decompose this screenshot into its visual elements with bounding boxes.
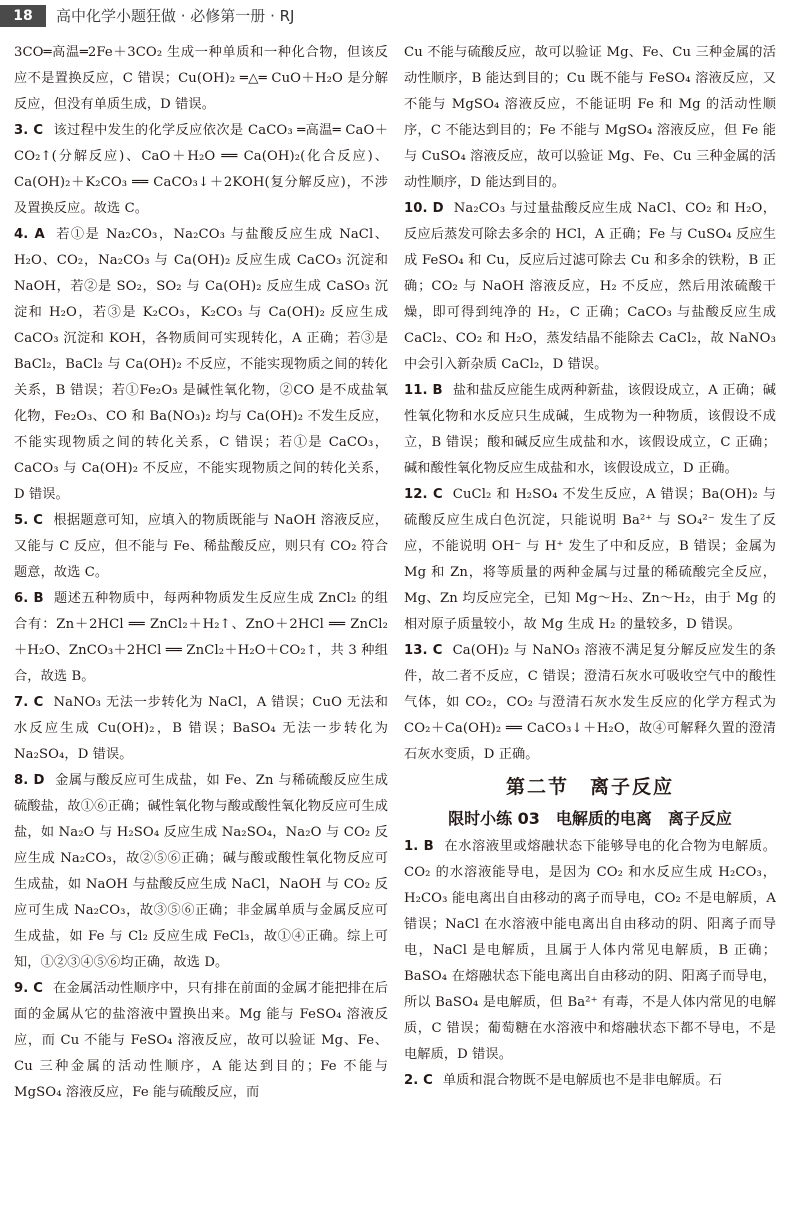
- answer-paragraph: [14, 690, 388, 768]
- answer-number: 5. C: [14, 513, 44, 528]
- section-title: 第二节 离子反应: [505, 776, 674, 798]
- answer-text: CuCl₂ 和 H₂SO₄ 不发生反应，A 错误；Ba(OH)₂ 与硫酸反应生成白色沉淀，只能说明 Ba²⁺ 与 SO₄²⁻ 发生了反应，不能说明 OH⁻ 与 H⁺ 发生了中和反应，B 错误；金属为 Mg 和 Zn，将等质量的两种金属与过量的稀硫酸完全反应，Mg、Zn 均反应完全，已知 Mg～H₂、Zn～H₂，由于 Mg 的相对原子质量较小，故 Mg 生成 H₂ 的量较多，D 错误。: [404, 487, 776, 632]
- answer-text: NaNO₃ 无法一步转化为 NaCl，A 错误；CuO 无法和水反应生成 Cu(OH)₂，B 错误；BaSO₄ 无法一步转化为 Na₂SO₄，D 错误。: [14, 695, 388, 762]
- subsection-title: 限时小练 03 电解质的电离 离子反应: [448, 809, 732, 828]
- answer-text: Cu 不能与硫酸反应，故可以验证 Mg、Fe、Cu 三种金属的活动性顺序，B 能达到目的；Cu 既不能与 FeSO₄ 溶液反应，又不能与 MgSO₄ 溶液反应，不能证明 Fe 和 Mg 的活动性顺序，C 不能达到目的；Fe 不能与 MgSO₄ 溶液反应，但 Fe 能与 CuSO₄ 溶液反应，故可以验证 Mg、Fe、Cu 三种金属的活动性顺序，D 能达到目的。: [404, 45, 776, 190]
- answer-paragraph: [14, 222, 388, 508]
- answer-paragraph: [14, 508, 388, 586]
- page-number: 18: [0, 5, 46, 27]
- answer-text: Ca(OH)₂ 与 NaNO₃ 溶液不满足复分解反应发生的条件，故二者不反应，C 错误；澄清石灰水可吸收空气中的酸性气体，如 CO₂，CO₂ 与澄清石灰水发生反应的化学方程式为 CO₂＋Ca(OH)₂ ══ CaCO₃↓＋H₂O，故④可解释久置的澄清石灰水变质，D 正确。: [404, 643, 776, 762]
- answer-paragraph: [14, 40, 388, 118]
- answer-paragraph: [14, 118, 388, 222]
- answer-text: 在金属活动性顺序中，只有排在前面的金属才能把排在后面的金属从它的盐溶液中置换出来。Mg 能与 FeSO₄ 溶液反应，而 Cu 不能与 FeSO₄ 溶液反应，故可以验证 Mg、Fe、Cu 三种金属的活动性顺序，A 能达到目的；Fe 不能与 MgSO₄ 溶液反应，Fe 能与硫酸反应，而: [14, 981, 388, 1100]
- answer-paragraph: [404, 482, 776, 638]
- answer-text: 根据题意可知，应填入的物质既能与 NaOH 溶液反应，又能与 C 反应，但不能与 Fe、稀盐酸反应，则只有 CO₂ 符合题意，故选 C。: [14, 513, 389, 580]
- answer-text: 在水溶液里或熔融状态下能够导电的化合物为电解质。CO₂ 的水溶液能导电，是因为 CO₂ 和水反应生成 H₂CO₃，H₂CO₃ 能电离出自由移动的离子而导电，CO₂ 不是电解质，A 错误；NaCl 在水溶液中能电离出自由移动的阴、阳离子而导电，NaCl 是电解质，且属于人体内常见电解质，B 正确；BaSO₄ 在熔融状态下能电离出自由移动的阴、阳离子而导电，所以 BaSO₄ 是电解质，但 Ba²⁺ 有毒，不是人体内常见的电解质，C 错误；葡萄糖在水溶液中和熔融状态下都不导电，不是电解质，D 错误。: [404, 839, 776, 1062]
- answer-text: 盐和盐反应能生成两种新盐，该假设成立，A 正确；碱性氧化物和水反应只生成碱，生成物为一种物质，该假设不成立，B 错误；酸和碱反应生成盐和水，该假设成立，C 正确；碱和酸性氧化物反应生成盐和水，该假设成立，D 正确。: [404, 383, 776, 476]
- left-column: [14, 40, 388, 1106]
- answer-text: 金属与酸反应可生成盐，如 Fe、Zn 与稀硫酸反应生成硫酸盐，故①⑥正确；碱性氧化物与酸或酸性氧化物反应可生成盐，如 Na₂O 与 H₂SO₄ 反应生成 Na₂SO₄，Na₂O 与 CO₂ 反应生成 Na₂CO₃，故②⑤⑥正确；碱与酸或酸性氧化物反应可生成盐，如 NaOH 与盐酸反应生成 NaCl，NaOH 与 CO₂ 反应可生成 Na₂CO₃，故③⑤⑥正确；非金属单质与金属反应可生成盐，如 Fe 与 Cl₂ 反应生成 FeCl₃，故①④正确。综上可知，①②③④⑤⑥均正确，故选 D。: [14, 773, 388, 970]
- answer-paragraph: [404, 40, 776, 196]
- answer-paragraph: [404, 1068, 776, 1094]
- answer-number: 6. B: [14, 591, 44, 606]
- page-header: [0, 0, 790, 30]
- answer-text: 题述五种物质中，每两种物质发生反应生成 ZnCl₂ 的组合有：Zn＋2HCl ══ ZnCl₂＋H₂↑、ZnO＋2HCl ══ ZnCl₂＋H₂O、ZnCO₃＋2HCl ══ ZnCl₂＋H₂O＋CO₂↑，共 3 种组合，故选 B。: [14, 591, 388, 684]
- answer-paragraph: [404, 638, 776, 768]
- answer-number: 4. A: [14, 227, 45, 242]
- answer-number: 11. B: [404, 383, 443, 398]
- right-column: [404, 40, 776, 1094]
- answer-paragraph: [404, 196, 776, 378]
- right-answers-part1: [404, 40, 776, 768]
- right-answers-part2: [404, 834, 776, 1094]
- answer-text: 单质和混合物既不是电解质也不是非电解质。石: [442, 1073, 722, 1088]
- answer-number: 7. C: [14, 695, 44, 710]
- answer-number: 10. D: [404, 201, 444, 216]
- answer-paragraph: [14, 768, 388, 976]
- answer-number: 1. B: [404, 839, 434, 854]
- answer-number: 3. C: [14, 123, 44, 138]
- answer-paragraph: [404, 378, 776, 482]
- answer-text: 3CO═高温═2Fe＋3CO₂ 生成一种单质和一种化合物，但该反应不是置换反应，C 错误；Cu(OH)₂ ═△═ CuO＋H₂O 是分解反应，但没有单质生成，D 错误。: [14, 45, 388, 112]
- answer-number: 13. C: [404, 643, 443, 658]
- answer-paragraph: [14, 976, 388, 1106]
- answer-text: 若①是 Na₂CO₃，Na₂CO₃ 与盐酸反应生成 NaCl、H₂O、CO₂，Na₂CO₃ 与 Ca(OH)₂ 反应生成 CaCO₃ 沉淀和 NaOH，若②是 SO₂，SO₂ 与 Ca(OH)₂ 反应生成 CaSO₃ 沉淀和 H₂O，若③是 K₂CO₃，K₂CO₃ 与 Ca(OH)₂ 反应生成 CaCO₃ 沉淀和 KOH，各物质间可实现转化，A 正确；若③是 BaCl₂，BaCl₂ 与 Ca(OH)₂ 不反应，不能实现物质之间的转化关系，B 错误；若①Fe₂O₃ 是碱性氧化物，②CO 是不成盐氧化物，Fe₂O₃、CO 和 Ba(NO₃)₂ 均与 Ca(OH)₂ 不发生反应，不能实现物质之间的转化关系，C 错误；若①是 CaCO₃，CaCO₃ 与 Ca(OH)₂ 不反应，不能实现物质之间的转化关系，D 错误。: [14, 227, 389, 502]
- book-title: 高中化学小题狂做 · 必修第一册 · RJ: [56, 7, 295, 25]
- answer-text: 该过程中发生的化学反应依次是 CaCO₃ ═高温═ CaO＋CO₂↑(分解反应)、CaO＋H₂O ══ Ca(OH)₂(化合反应)、Ca(OH)₂＋K₂CO₃ ══ CaCO₃↓＋2KOH(复分解反应)，不涉及置换反应。故选 C。: [14, 123, 389, 216]
- answer-number: 12. C: [404, 487, 443, 502]
- answer-number: 9. C: [14, 981, 43, 996]
- answer-paragraph: [14, 586, 388, 690]
- answer-paragraph: [404, 834, 776, 1068]
- answer-number: 2. C: [404, 1073, 433, 1088]
- answer-number: 8. D: [14, 773, 45, 788]
- answer-text: Na₂CO₃ 与过量盐酸反应生成 NaCl、CO₂ 和 H₂O，反应后蒸发可除去多余的 HCl，A 正确；Fe 与 CuSO₄ 反应生成 FeSO₄ 和 Cu，反应后过滤可除去 Cu 和多余的铁粉，B 正确；CO₂ 与 NaOH 溶液反应，H₂ 不反应，然后用浓硫酸干燥，即可得到纯净的 H₂，C 正确；CaCO₃ 与盐酸反应生成 CaCl₂、CO₂ 和 H₂O，蒸发结晶不能除去 CaCl₂，故 NaNO₃ 中会引入新杂质 CaCl₂，D 错误。: [404, 201, 776, 372]
